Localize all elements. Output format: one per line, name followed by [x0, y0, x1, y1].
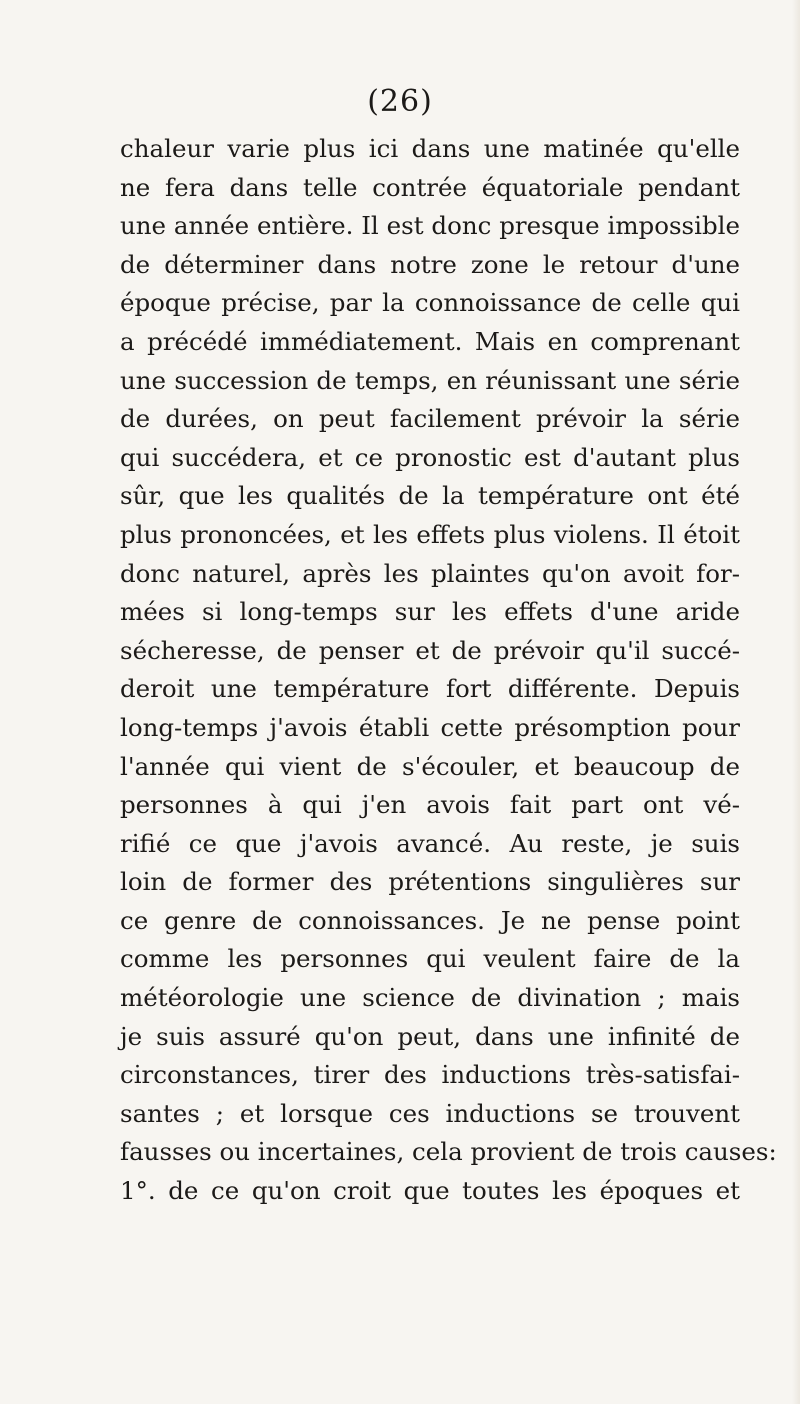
text-line-4: de déterminer dans notre zone le retour d'une: [120, 249, 740, 279]
text-line-23: météorologie une science de divination ; mais: [120, 983, 740, 1013]
page-number: (26): [367, 84, 433, 119]
text-line-12: donc naturel, après les plaintes qu'on avoit for-: [120, 558, 740, 588]
text-line-25: circonstances, tirer des inductions très-satisfai-: [120, 1060, 740, 1090]
text-line-6: a précédé immédiatement. Mais en comprenant: [120, 326, 740, 356]
text-line-28: 1°. de ce qu'on croit que toutes les époques et: [120, 1176, 740, 1206]
text-line-11: plus prononcées, et les effets plus violens. Il étoit: [120, 519, 740, 549]
text-line-22: comme les personnes qui veulent faire de la: [120, 944, 740, 974]
text-line-10: sûr, que les qualités de la température ont été: [120, 481, 740, 511]
page-edge-shadow: [792, 0, 800, 1404]
text-line-16: long-temps j'avois établi cette présomption pour: [120, 712, 740, 742]
text-line-17: l'année qui vient de s'écouler, et beaucoup de: [120, 751, 740, 781]
text-line-1: chaleur varie plus ici dans une matinée qu'elle: [120, 134, 740, 163]
text-line-19: rifié ce que j'avois avancé. Au reste, je suis: [120, 828, 740, 858]
text-line-26: santes ; et lorsque ces inductions se trouvent: [120, 1098, 740, 1128]
text-line-9: qui succédera, et ce pronostic est d'autant plus: [120, 442, 740, 472]
text-line-13: mées si long-temps sur les effets d'une aride: [120, 597, 740, 627]
text-line-18: personnes à qui j'en avois fait part ont vé-: [120, 790, 740, 820]
text-line-21: ce genre de connoissances. Je ne pense point: [120, 905, 740, 935]
text-line-8: de durées, on peut facilement prévoir la série: [120, 404, 740, 434]
body-text: [120, 130, 777, 1211]
text-line-5: époque précise, par la connoissance de celle qui: [120, 288, 740, 318]
text-line-14: sécheresse, de penser et de prévoir qu'il succé-: [120, 635, 740, 665]
text-line-2: ne fera dans telle contrée équatoriale pendant: [120, 172, 740, 202]
text-line-24: je suis assuré qu'on peut, dans une infinité de: [120, 1021, 740, 1051]
text-line-27: fausses ou incertaines, cela provient de trois causes:: [120, 1137, 777, 1167]
text-line-15: deroit une température fort différente. Depuis: [120, 674, 740, 704]
text-line-20: loin de former des prétentions singulières sur: [120, 867, 740, 897]
text-line-3: une année entière. Il est donc presque impossible: [120, 211, 740, 241]
text-line-7: une succession de temps, en réunissant une série: [120, 365, 740, 395]
